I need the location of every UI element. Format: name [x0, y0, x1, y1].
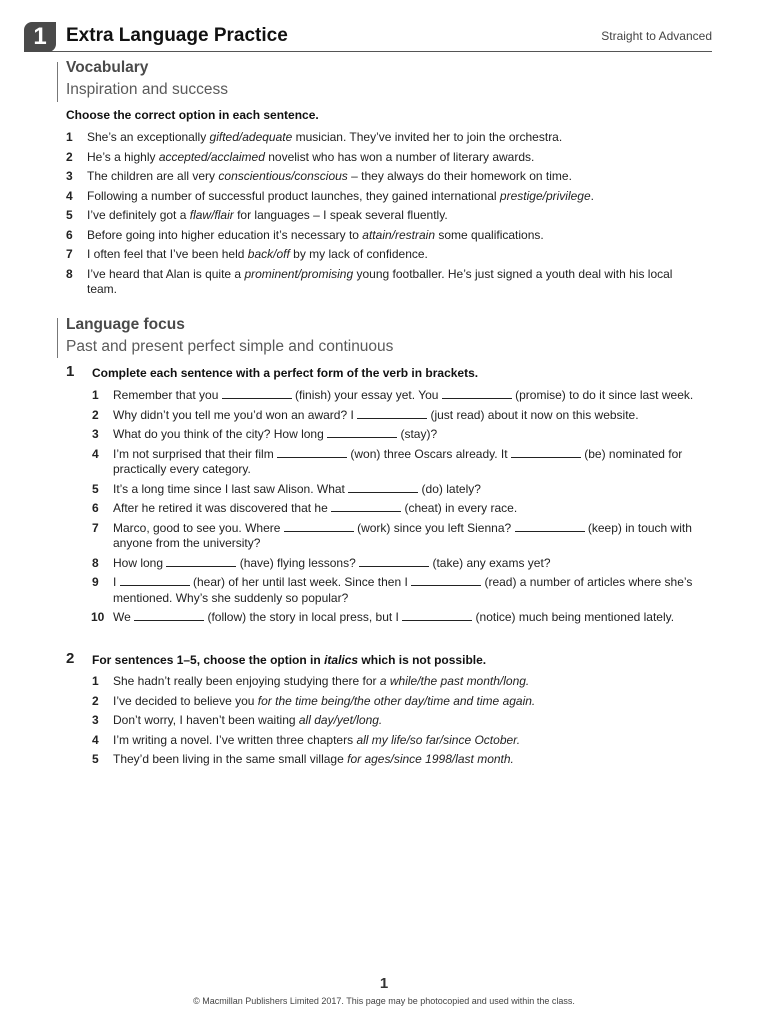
item-text: Why didn’t you tell me you’d won an award? I (just read) about it now on this website.: [113, 407, 639, 422]
item-number: 8: [92, 555, 99, 570]
italic-option: accepted/acclaimed: [158, 149, 265, 164]
list-item: [66, 169, 677, 185]
italic-option: for ages/since 1998/last month.: [347, 752, 514, 766]
italic-option: a while/the past month/long.: [379, 674, 530, 688]
answer-blank[interactable]: [515, 521, 585, 532]
item-text: I’m writing a novel. I’ve written three chapters all my life/so far/since October.: [113, 732, 521, 747]
item-text: They’d been living in the same small village for ages/since 1998/last month.: [113, 752, 514, 766]
list-item: [92, 575, 703, 606]
page-header: [24, 22, 712, 52]
italic-option: prominent/promising: [244, 266, 354, 281]
lang-section-subtitle: Past and present perfect simple and continuous: [66, 338, 394, 355]
list-item: [92, 407, 703, 424]
item-text: He’s a highly accepted/acclaimed novelist who has won a number of literary awards.: [87, 149, 535, 164]
answer-blank[interactable]: [134, 610, 204, 621]
item-text: I’ve decided to believe you for the time being/the other day/time and time again.: [113, 693, 536, 708]
exercise-1-list: [91, 388, 703, 630]
list-item: [66, 149, 677, 166]
item-text: We (follow) the story in local press, but I (notice) much being mentioned lately.: [113, 610, 675, 624]
item-number: 2: [92, 407, 99, 422]
vocab-instruction: Choose the correct option in each sentence.: [66, 108, 319, 122]
list-item: [66, 266, 677, 298]
italic-option: all day/yet/long.: [298, 713, 383, 727]
level-label: Straight to Advanced: [601, 29, 712, 43]
item-text: She hadn’t really been enjoying studying there for a while/the past month/long.: [113, 674, 530, 688]
item-number: 1: [92, 388, 99, 402]
item-number: 4: [92, 446, 99, 461]
italic-option: for the time being/the other day/time and time again.: [257, 693, 536, 708]
unit-number-badge: 1: [24, 22, 56, 52]
item-text: I often feel that I’ve been held back/off by my lack of confidence.: [87, 247, 428, 261]
vocab-section-title: Vocabulary: [66, 59, 149, 76]
item-text: What do you think of the city? How long (stay)?: [113, 427, 438, 441]
item-text: She’s an exceptionally gifted/adequate musician. They’ve invited her to join the orchestra.: [87, 130, 563, 144]
italic-option: gifted/adequate: [209, 130, 293, 144]
item-number: 7: [66, 247, 73, 261]
item-text: I’ve definitely got a flaw/flair for languages – I speak several fluently.: [87, 208, 448, 222]
answer-blank[interactable]: [222, 388, 292, 399]
exercise-1-instruction: Complete each sentence with a perfect form of the verb in brackets.: [92, 366, 479, 380]
vocab-list: [66, 130, 677, 302]
item-text: I’ve heard that Alan is quite a prominent/promising young footballer. He’s just signed a youth deal with his local team.: [87, 266, 673, 296]
item-text: Marco, good to see you. Where (work) since you left Sienna? (keep) in touch with anyone from the university?: [113, 520, 692, 550]
item-text: Don’t worry, I haven’t been waiting all day/yet/long.: [113, 713, 383, 727]
item-number: 2: [66, 149, 73, 164]
list-item: [66, 188, 677, 205]
item-number: 5: [66, 208, 73, 222]
answer-blank[interactable]: [348, 482, 418, 493]
copyright-notice: © Macmillan Publishers Limited 2017. This page may be photocopied and used within the class.: [193, 996, 575, 1006]
item-text: The children are all very conscientious/conscious – they always do their homework on time.: [87, 169, 572, 183]
list-item: [92, 713, 703, 729]
item-number: 8: [66, 266, 73, 281]
item-number: 1: [66, 130, 73, 144]
list-item: [66, 227, 677, 244]
list-item: [91, 610, 703, 626]
item-number: 4: [66, 188, 73, 203]
answer-blank[interactable]: [402, 610, 472, 621]
item-number: 9: [92, 575, 99, 589]
item-number: 4: [92, 732, 99, 747]
italic-option: italics: [324, 653, 359, 667]
answer-blank[interactable]: [120, 575, 190, 586]
exercise-2-number: 2: [66, 650, 75, 667]
item-number: 5: [92, 481, 99, 496]
page-title: Extra Language Practice: [66, 25, 288, 46]
list-item: [92, 732, 703, 749]
list-item: [92, 388, 703, 404]
list-item: [66, 247, 677, 263]
list-item: [92, 674, 703, 690]
item-text: Following a number of successful product launches, they gained international prestige/privilege.: [87, 188, 594, 203]
item-number: 10: [91, 610, 105, 624]
item-text: How long (have) flying lessons? (take) any exams yet?: [113, 555, 551, 570]
list-item: [66, 130, 677, 146]
answer-blank[interactable]: [284, 521, 354, 532]
list-item: [92, 446, 703, 478]
list-item: [92, 555, 703, 572]
list-item: [92, 752, 703, 768]
answer-blank[interactable]: [442, 388, 512, 399]
italic-option: conscientious/conscious: [218, 169, 348, 183]
italic-option: flaw/flair: [189, 208, 234, 222]
item-number: 1: [92, 674, 99, 688]
item-text: I (hear) of her until last week. Since then I (read) a number of articles where she’s mentioned. Why’s she suddenly so popular?: [113, 575, 693, 605]
lang-section-bar: [57, 318, 58, 358]
answer-blank[interactable]: [357, 408, 427, 419]
italic-option: back/off: [247, 247, 290, 261]
item-text: Before going into higher education it’s necessary to attain/restrain some qualifications.: [87, 227, 544, 242]
answer-blank[interactable]: [331, 501, 401, 512]
vocab-section-subtitle: Inspiration and success: [66, 81, 228, 98]
item-text: Remember that you (finish) your essay yet. You (promise) to do it since last week.: [113, 388, 694, 402]
list-item: [92, 520, 703, 552]
item-number: 6: [92, 501, 99, 515]
list-item: [92, 427, 703, 443]
list-item: [92, 501, 703, 517]
answer-blank[interactable]: [359, 556, 429, 567]
italic-option: all my life/so far/since October.: [356, 732, 521, 747]
item-number: 3: [92, 427, 99, 441]
answer-blank[interactable]: [511, 447, 581, 458]
italic-option: attain/restrain: [362, 227, 435, 242]
exercise-2-instruction: For sentences 1–5, choose the option in italics which is not possible.: [92, 653, 487, 667]
vocab-section-bar: [57, 62, 58, 102]
answer-blank[interactable]: [327, 427, 397, 438]
item-text: It’s a long time since I last saw Alison. What (do) lately?: [113, 481, 481, 496]
item-text: I’m not surprised that their film (won) three Oscars already. It (be) nominated for practically every category.: [113, 446, 683, 476]
item-number: 2: [92, 693, 99, 708]
item-text: After he retired it was discovered that he (cheat) in every race.: [113, 501, 518, 515]
answer-blank[interactable]: [166, 556, 236, 567]
exercise-2-list: [92, 674, 703, 772]
item-number: 3: [92, 713, 99, 727]
italic-option: prestige/privilege: [499, 188, 591, 203]
lang-section-title: Language focus: [66, 316, 185, 333]
answer-blank[interactable]: [411, 575, 481, 586]
answer-blank[interactable]: [277, 447, 347, 458]
item-number: 3: [66, 169, 73, 183]
item-number: 5: [92, 752, 99, 766]
list-item: [92, 693, 703, 710]
page-number: 1: [379, 975, 389, 992]
item-number: 7: [92, 520, 99, 535]
list-item: [66, 208, 677, 224]
list-item: [92, 481, 703, 498]
exercise-1-number: 1: [66, 363, 75, 380]
item-number: 6: [66, 227, 73, 242]
